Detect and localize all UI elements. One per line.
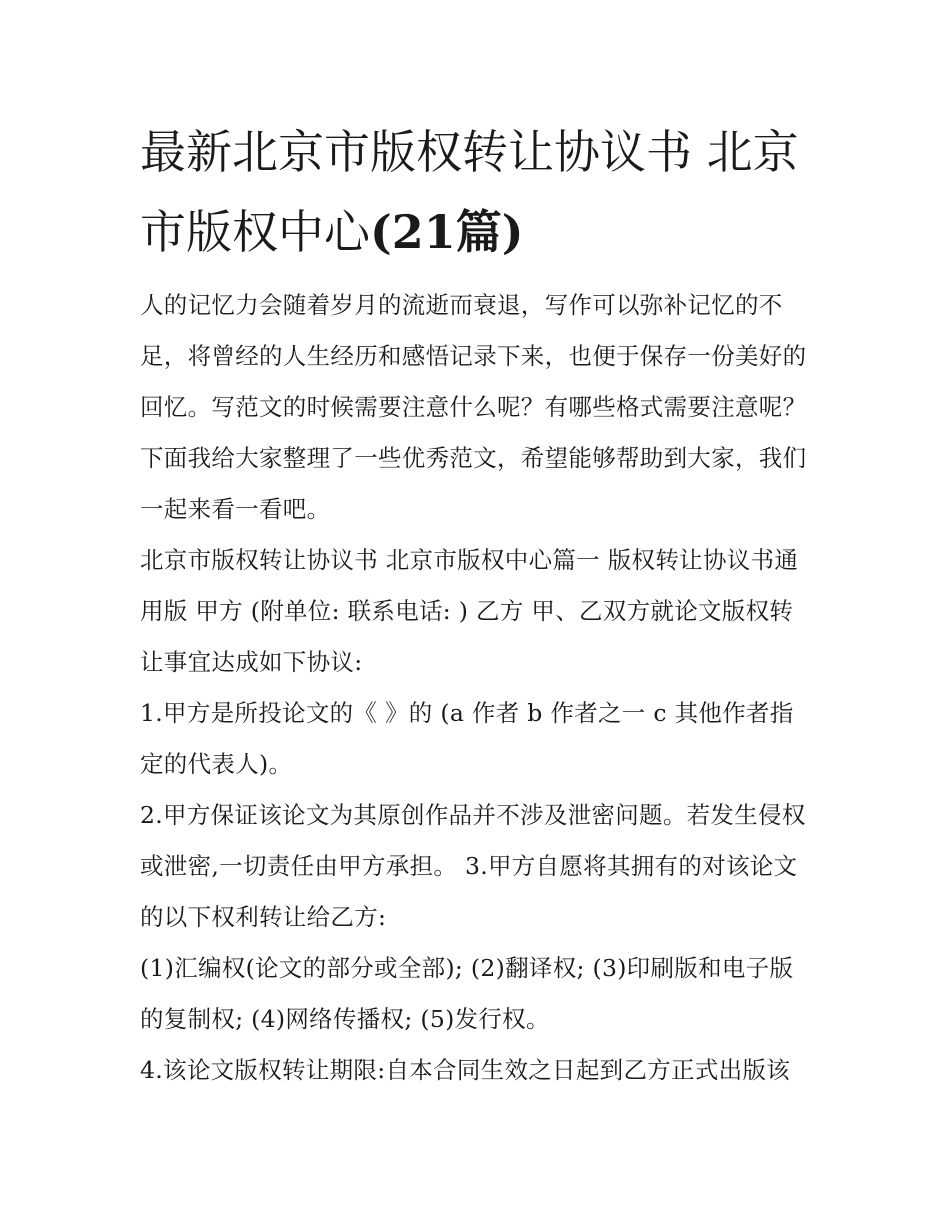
clause-4-paragraph: 4.该论文版权转让期限:自本合同生效之日起到乙方正式出版该	[140, 1056, 791, 1084]
document-title	[140, 112, 812, 272]
intro-paragraph: 人的记忆力会随着岁月的流逝而衰退，写作可以弥补记忆的不足，将曾经的人生经历和感悟记录下来，也便于保存一份美好的回忆。写范文的时候需要注意什么呢？有哪些格式需要注意呢？下面我给大家整理了一些优秀范文，希望能够帮助到大家，我们一起来看一看吧。	[140, 291, 807, 523]
title-suffix: (21篇)	[370, 205, 524, 259]
clause-1-paragraph: 1.甲方是所投论文的《 》的 (a 作者 b 作者之一 c 其他作者指定的代表人)。	[140, 699, 794, 778]
document-page	[140, 112, 812, 1096]
clause-2-3-paragraph: 2.甲方保证该论文为其原创作品并不涉及泄密问题。若发生侵权或泄密,一切责任由甲方承担。 3.甲方自愿将其拥有的对该论文的以下权利转让给乙方:	[140, 801, 806, 931]
rights-list-paragraph: (1)汇编权(论文的部分或全部); (2)翻译权; (3)印刷版和电子版的复制权; (4)网络传播权; (5)发行权。	[140, 954, 794, 1033]
agreement-heading-paragraph: 北京市版权转让协议书 北京市版权中心篇一 版权转让协议书通用版 甲方 (附单位: 联系电话: ) 乙方 甲、乙双方就论文版权转让事宜达成如下协议:	[140, 546, 799, 676]
title-main: 最新北京市版权转让协议书 北京市版权中心	[140, 125, 799, 259]
